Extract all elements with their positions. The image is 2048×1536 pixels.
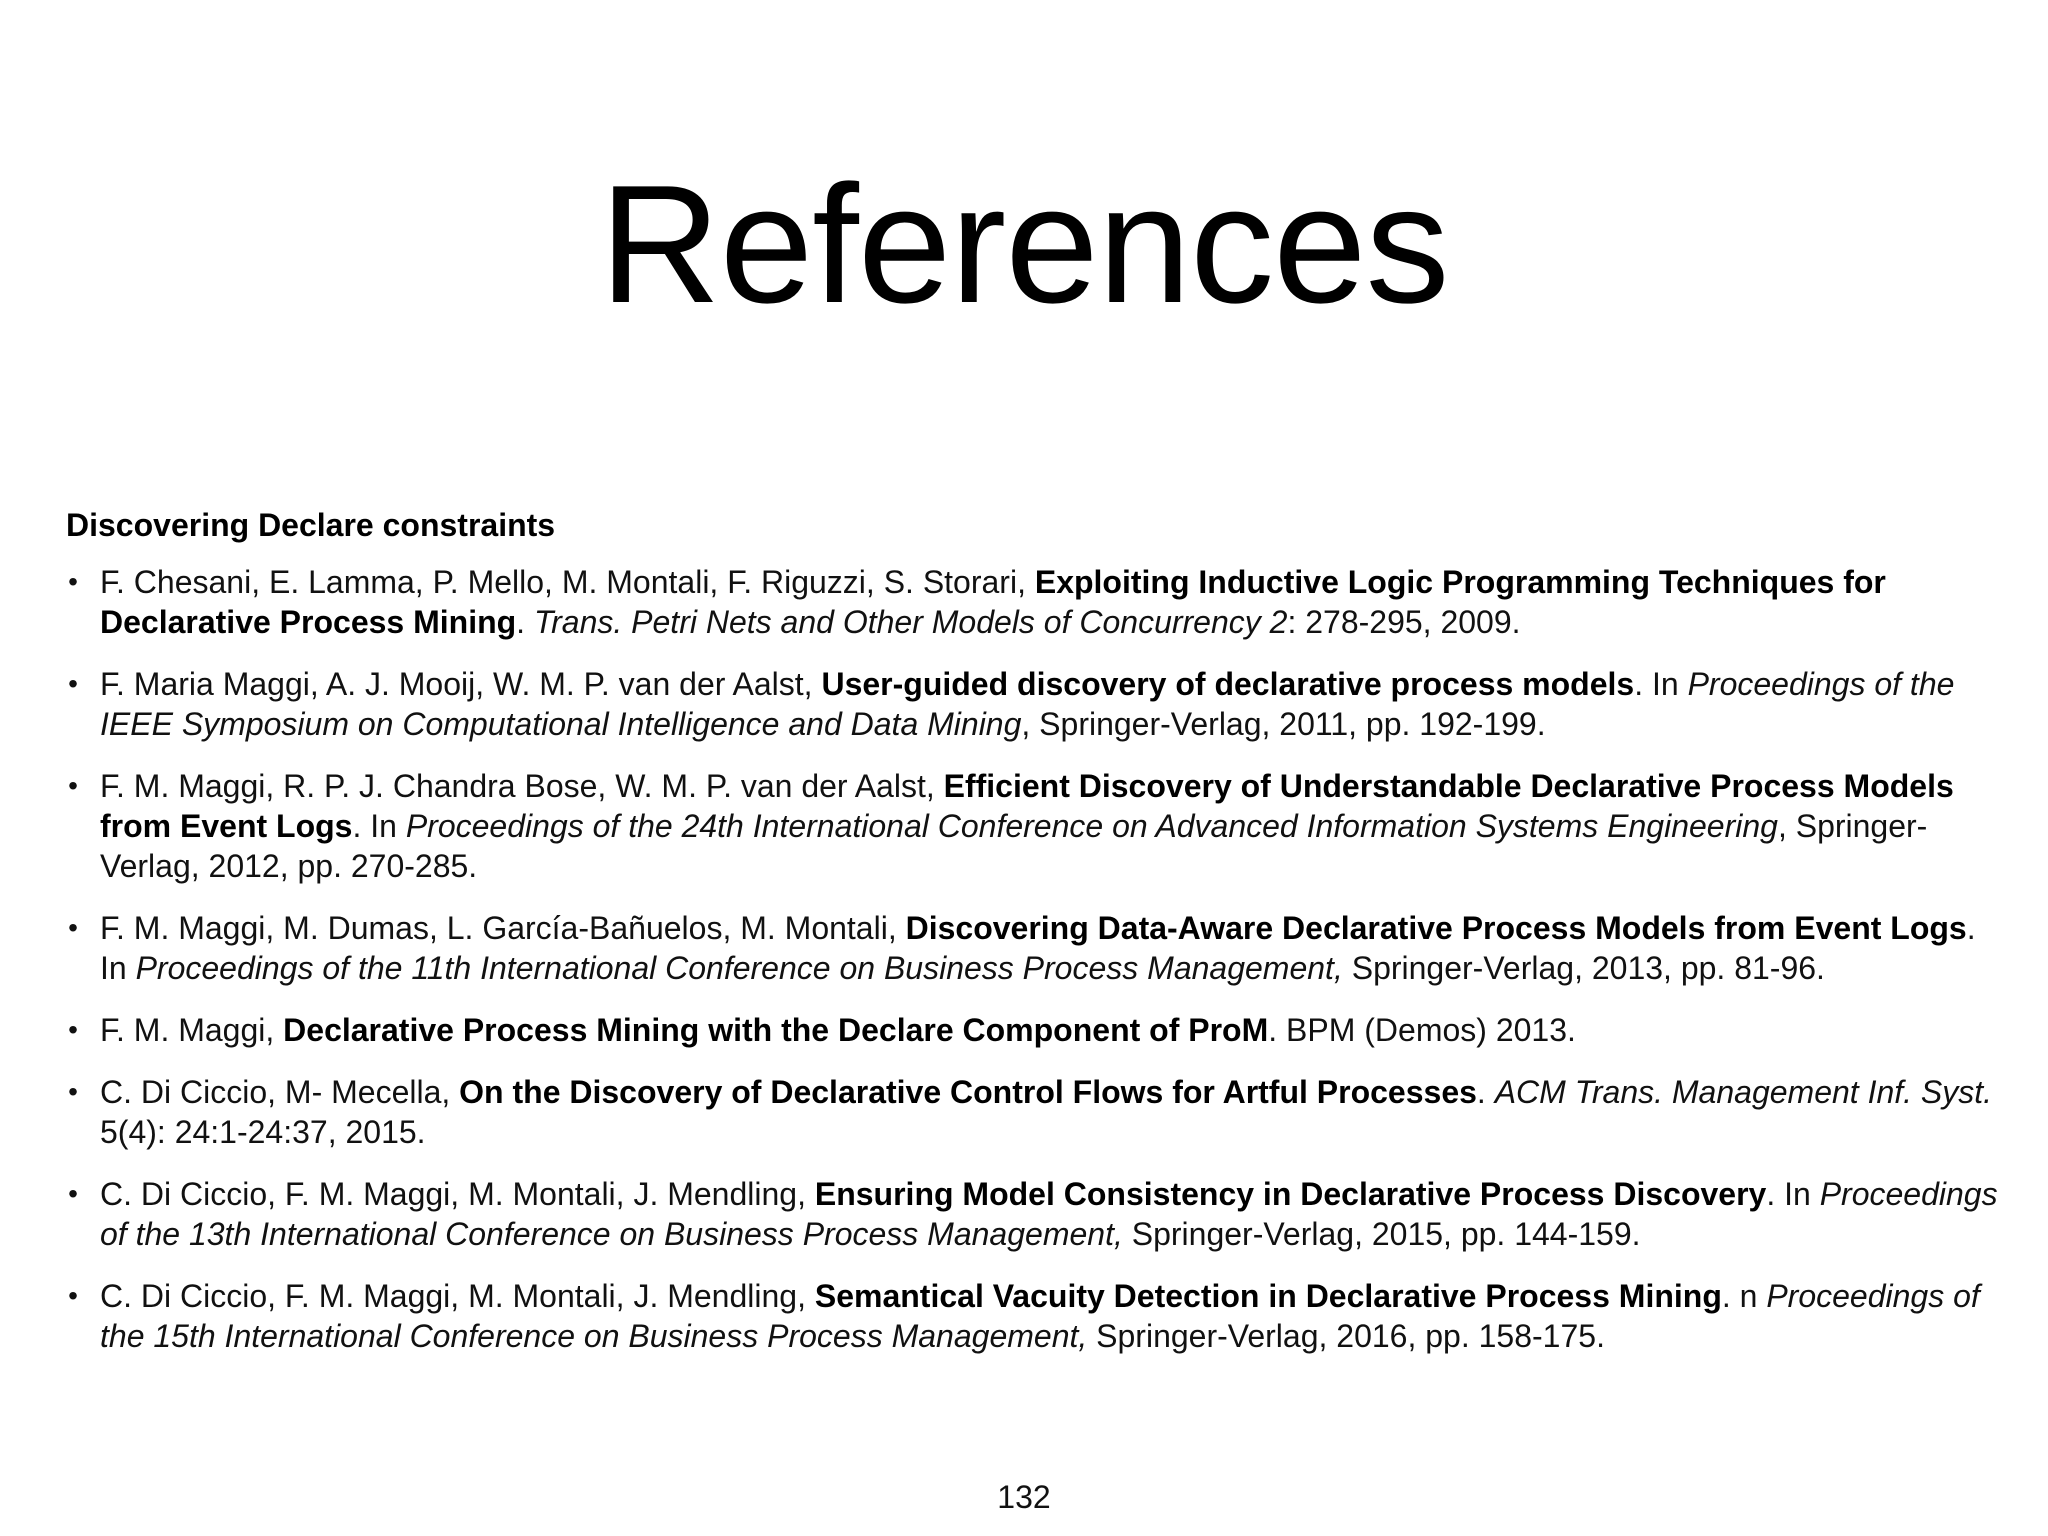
reference-list [58, 562, 1998, 1378]
reference-authors: C. Di Ciccio, F. M. Maggi, M. Montali, J. Mendling, [100, 1176, 815, 1212]
reference-title: Exploiting Inductive Logic Programming Techniques for Declarative Process Mining [100, 564, 1886, 640]
slide-title: References [599, 150, 1449, 338]
reference-connector: . In [100, 910, 1976, 986]
reference-item [58, 664, 1998, 744]
reference-title: Efficient Discovery of Understandable Declarative Process Models from Event Logs [100, 768, 1954, 844]
bullet-icon: • [68, 668, 78, 699]
reference-item [58, 766, 1998, 886]
reference-venue: Proceedings of the IEEE Symposium on Computational Intelligence and Data Mining [100, 666, 1955, 742]
reference-connector: . In [1766, 1176, 1820, 1212]
reference-authors: F. Maria Maggi, A. J. Mooij, W. M. P. van der Aalst, [100, 666, 822, 702]
reference-venue: Proceedings of the 11th International Conference on Business Process Management, [135, 950, 1343, 986]
section-heading: Discovering Declare constraints [66, 507, 556, 543]
reference-authors: F. Chesani, E. Lamma, P. Mello, M. Montali, F. Riguzzi, S. Storari, [100, 564, 1035, 600]
reference-authors: C. Di Ciccio, M- Mecella, [100, 1074, 460, 1110]
reference-authors: F. M. Maggi, R. P. J. Chandra Bose, W. M. P. van der Aalst, [100, 768, 944, 804]
reference-venue: Proceedings of the 24th International Conference on Advanced Information Systems Engineering [405, 808, 1778, 844]
reference-authors: F. M. Maggi, M. Dumas, L. García-Bañuelos, M. Montali, [100, 910, 906, 946]
reference-item [58, 908, 1998, 988]
reference-venue: Proceedings of the 15th International Conference on Business Process Management, [100, 1278, 1980, 1354]
reference-connector: . In [1634, 666, 1688, 702]
bullet-icon: • [68, 912, 78, 943]
reference-connector: . In [352, 808, 406, 844]
reference-details: : 278-295, 2009. [1287, 604, 1521, 640]
reference-details: Springer-Verlag, 2013, pp. 81-96. [1342, 950, 1825, 986]
reference-title: Semantical Vacuity Detection in Declarative Process Mining [814, 1278, 1722, 1314]
reference-title: Ensuring Model Consistency in Declarative Process Discovery [814, 1176, 1767, 1212]
reference-details: , Springer-Verlag, 2012, pp. 270-285. [100, 808, 1928, 884]
reference-details: Springer-Verlag, 2015, pp. 144-159. [1122, 1216, 1641, 1252]
reference-title: Declarative Process Mining with the Declare Component of ProM [283, 1012, 1269, 1048]
reference-venue: ACM Trans. Management Inf. Syst. [1494, 1074, 1993, 1110]
reference-item [58, 562, 1998, 642]
bullet-icon: • [68, 1076, 78, 1107]
reference-title: User-guided discovery of declarative process models [821, 666, 1635, 702]
bullet-icon: • [68, 770, 78, 801]
page-number: 132 [997, 1479, 1051, 1515]
reference-connector: . BPM (Demos) 2013. [1268, 1012, 1576, 1048]
bullet-icon: • [68, 1280, 78, 1311]
reference-venue: Trans. Petri Nets and Other Models of Concurrency 2 [533, 604, 1288, 640]
reference-connector: . [516, 604, 534, 640]
reference-details: Springer-Verlag, 2016, pp. 158-175. [1087, 1318, 1605, 1354]
reference-title: On the Discovery of Declarative Control Flows for Artful Processes [459, 1074, 1477, 1110]
bullet-icon: • [68, 566, 78, 597]
reference-details: 5(4): 24:1-24:37, 2015. [100, 1114, 426, 1150]
reference-title: Discovering Data-Aware Declarative Process Models from Event Logs [905, 910, 1967, 946]
bullet-icon: • [68, 1014, 78, 1045]
reference-authors: C. Di Ciccio, F. M. Maggi, M. Montali, J. Mendling, [100, 1278, 815, 1314]
reference-details: , Springer-Verlag, 2011, pp. 192-199. [1021, 706, 1546, 742]
bullet-icon: • [68, 1178, 78, 1209]
reference-venue: Proceedings of the 13th International Conference on Business Process Management, [100, 1176, 1998, 1252]
reference-item [58, 1010, 1998, 1050]
reference-authors: F. M. Maggi, [100, 1012, 284, 1048]
reference-item [58, 1072, 1998, 1152]
reference-connector: . [1476, 1074, 1495, 1110]
reference-item [58, 1276, 1998, 1356]
reference-connector: . n [1721, 1278, 1767, 1314]
reference-item [58, 1174, 1998, 1254]
